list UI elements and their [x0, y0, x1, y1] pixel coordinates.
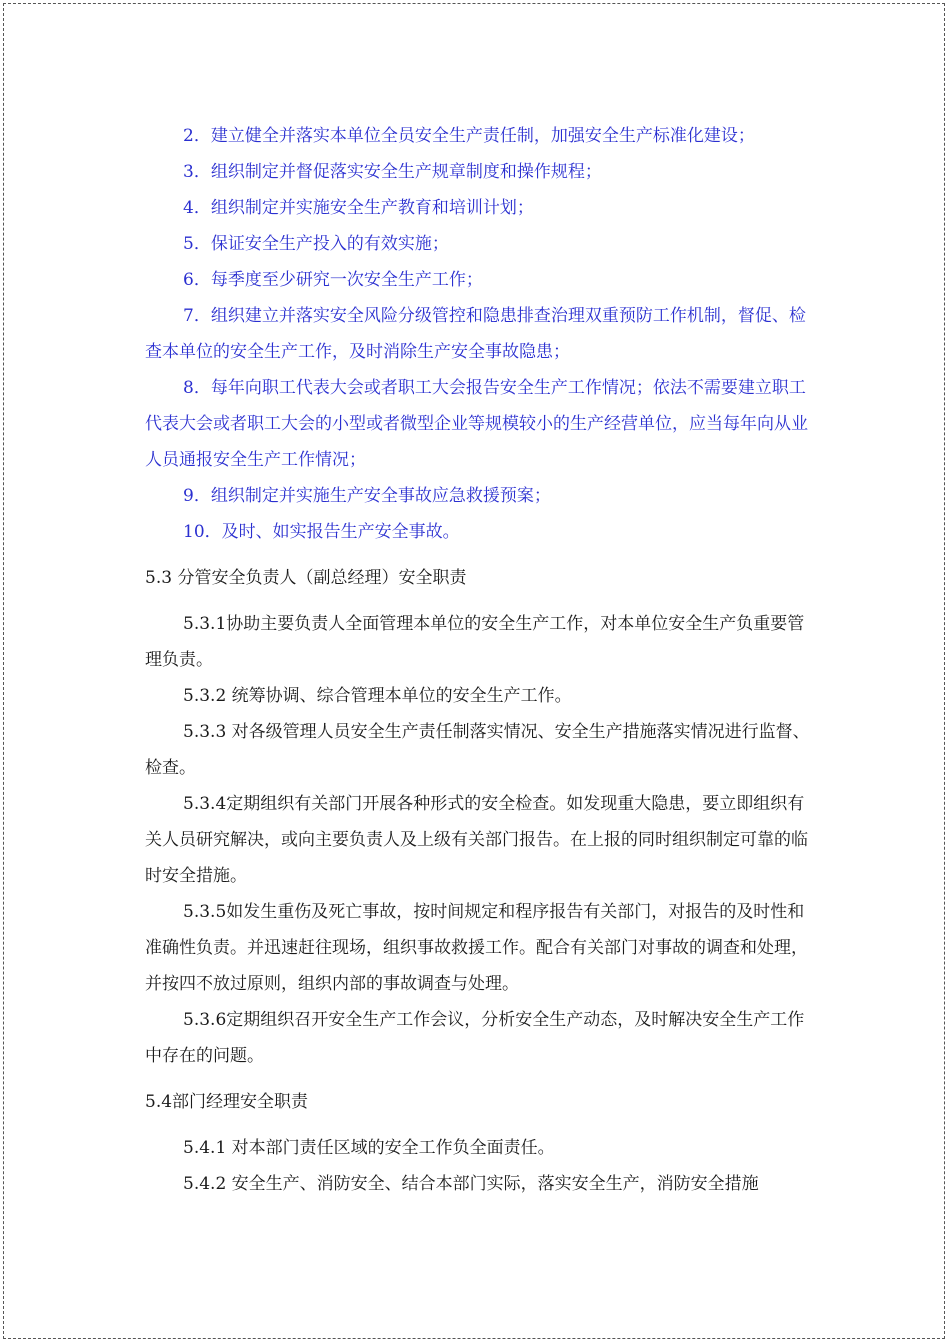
duty-item-6: 6．每季度至少研究一次安全生产工作； [183, 270, 483, 290]
document-body [145, 118, 817, 1202]
clause-5-3-2: 5.3.2 统筹协调、综合管理本单位的安全生产工作。 [183, 686, 572, 706]
clause-5-3-4: 5.3.4定期组织有关部门开展各种形式的安全检查。如发现重大隐患，要立即组织有关人员研究解决，或向主要负责人及上级有关部门报告。在上报的同时组织制定可靠的临时安全措施。 [145, 794, 808, 886]
clause-5-4-1: 5.4.1 对本部门责任区域的安全工作负全面责任。 [183, 1138, 555, 1158]
section-heading-5-4: 5.4部门经理安全职责 [145, 1092, 309, 1112]
duty-item-5: 5．保证安全生产投入的有效实施； [183, 234, 449, 254]
duty-item-9: 9．组织制定并实施生产安全事故应急救援预案； [183, 486, 551, 506]
clause-5-3-5: 5.3.5如发生重伤及死亡事故，按时间规定和程序报告有关部门，对报告的及时性和准确性负责。并迅速赶往现场，组织事故救援工作。配合有关部门对事故的调查和处理，并按四不放过原则，组织内部的事故调查与处理。 [145, 902, 808, 994]
clause-5-3-3: 5.3.3 对各级管理人员安全生产责任制落实情况、安全生产措施落实情况进行监督、检查。 [145, 722, 810, 778]
clause-5-3-1: 5.3.1协助主要负责人全面管理本单位的安全生产工作，对本单位安全生产负重要管理负责。 [145, 614, 805, 670]
duty-item-2: 2．建立健全并落实本单位全员安全生产责任制，加强安全生产标准化建设； [183, 126, 755, 146]
clause-5-4-2: 5.4.2 安全生产、消防安全、结合本部门实际，落实安全生产，消防安全措施 [183, 1174, 759, 1194]
duty-item-7: 7．组织建立并落实安全风险分级管控和隐患排查治理双重预防工作机制，督促、检查本单位的安全生产工作，及时消除生产安全事故隐患； [145, 306, 806, 362]
section-heading-5-3: 5.3 分管安全负责人（副总经理）安全职责 [145, 568, 467, 588]
duty-item-8: 8．每年向职工代表大会或者职工大会报告安全生产工作情况；依法不需要建立职工代表大会或者职工大会的小型或者微型企业等规模较小的生产经营单位，应当每年向从业人员通报安全生产工作情况； [145, 378, 808, 470]
duty-item-3: 3．组织制定并督促落实安全生产规章制度和操作规程； [183, 162, 602, 182]
clause-5-3-6: 5.3.6定期组织召开安全生产工作会议，分析安全生产动态，及时解决安全生产工作中存在的问题。 [145, 1010, 805, 1066]
duty-item-4: 4．组织制定并实施安全生产教育和培训计划； [183, 198, 534, 218]
duty-item-10: 10．及时、如实报告生产安全事故。 [183, 522, 460, 542]
